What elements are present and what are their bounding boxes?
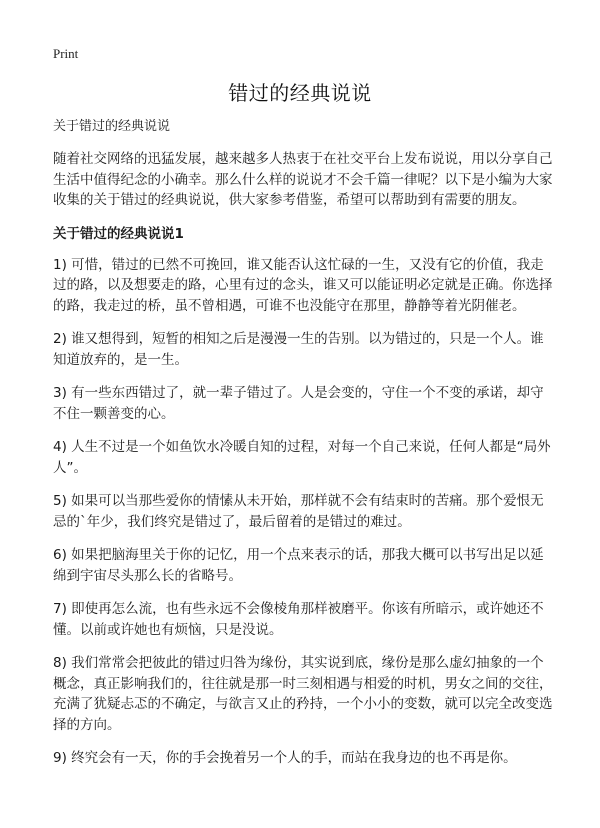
quote-entry-9: 9) 终究会有一天，你的手会挽着另一个人的手，而站在我身边的也不再是你。	[53, 750, 517, 766]
print-link[interactable]: Print	[53, 46, 79, 61]
quote-entry-5: 5) 如果可以当那些爱你的情愫从未开始，那样就不会有结束时的苦痛。那个爱恨无忌的`年少，我们终究是错过了，最后留着的是错过的难过。	[53, 493, 544, 530]
intro-paragraph: 随着社交网络的迅猛发展，越来越多人热衷于在社交平台上发布说说，用以分享自己生活中值得纪念的小确幸。那么什么样的说说才不会千篇一律呢？以下是小编为大家收集的关于错过的经典说说，供大家参考借鉴，希望可以帮助到有需要的朋友。	[53, 151, 553, 208]
quote-entry-2: 2) 谁又想得到，短暂的相知之后是漫漫一生的告别。以为错过的，只是一个人。谁知道放弃的，是一生。	[53, 331, 544, 368]
article-subtitle: 关于错过的经典说说	[53, 119, 171, 134]
quote-entry-3: 3) 有一些东西错过了，就一辈子错过了。人是会变的，守住一个不变的承诺，却守不住一颗善变的心。	[53, 385, 544, 422]
quote-entry-6: 6) 如果把脑海里关于你的记忆，用一个点来表示的话，那我大概可以书写出足以延绵到宇宙尽头那么长的省略号。	[53, 547, 544, 584]
section-heading: 关于错过的经典说说1	[53, 225, 184, 242]
quote-entry-1: 1) 可惜，错过的已然不可挽回，谁又能否认这忙碌的一生，又没有它的价值，我走过的路，以及想要走的路，心里有过的念头，谁又可以能证明必定就是正确。你选择的路，我走过的桥，虽不曾相遇，可谁不也没能守在那里，静静等着光阴催老。	[53, 256, 553, 314]
quote-entry-8: 8) 我们常常会把彼此的错过归咎为缘份，其实说到底，缘份是那么虚幻抽象的一个概念，真正影响我们的，往往就是那一时三刻相遇与相爱的时机，男女之间的交往，充满了犹疑忐忑的不确定，与欲言又止的矜持，一个小小的变数，就可以完全改变选择的方向。	[53, 655, 553, 733]
page-title: 错过的经典说说	[228, 81, 372, 105]
quote-entry-7: 7) 即使再怎么流，也有些永远不会像棱角那样被磨平。你该有所暗示，或许她还不懂。以前或许她也有烦恼，只是没说。	[53, 601, 544, 638]
article-body	[53, 118, 553, 782]
quote-entry-4: 4) 人生不过是一个如鱼饮水冷暖自知的过程，对每一个自己来说，任何人都是“局外人”。	[53, 439, 551, 476]
